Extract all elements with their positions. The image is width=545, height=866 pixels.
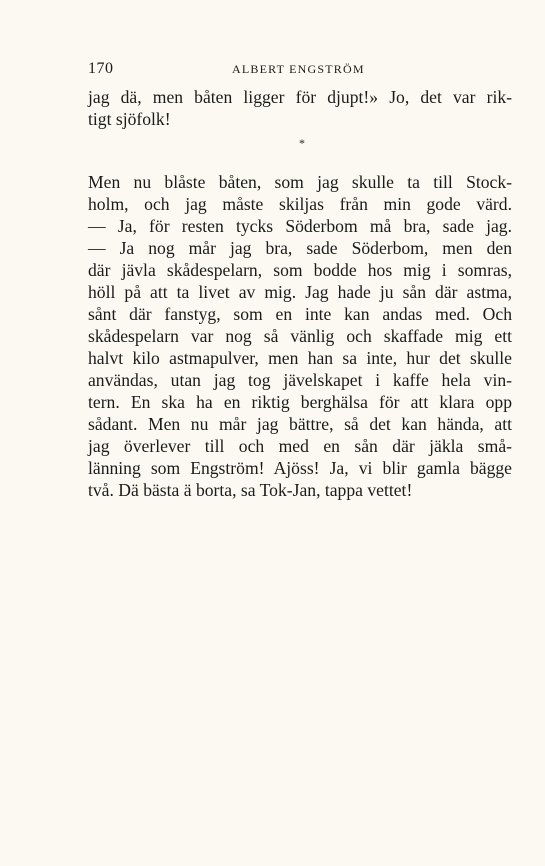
page-number: 170 — [88, 60, 114, 77]
text-line: Men nu blåste båten, som jag skulle ta till Stock- — [88, 172, 512, 192]
text-line: sådant. Men nu mår jag bättre, så det kan hända, att — [88, 414, 512, 434]
text-line: halvt kilo astmapulver, men han sa inte, hur det skulle — [88, 348, 512, 368]
text-line: användas, utan jag tog jävelskapet i kaffe hela vin- — [88, 370, 512, 390]
text-line: jag överlever till och med en sån där jäkla små- — [88, 436, 512, 456]
text-line: tern. En ska ha en riktig berghälsa för att klara opp — [88, 392, 512, 412]
text-line: där jävla skådespelarn, som bodde hos mig i somras, — [88, 260, 512, 280]
page-header — [88, 60, 512, 80]
text-line: skådespelarn var nog så vänlig och skaffade mig ett — [88, 326, 512, 346]
text-line: — Ja nog mår jag bra, sade Söderbom, men den — [88, 238, 512, 258]
section-separator: * — [299, 136, 305, 150]
text-line: två. Dä bästa ä borta, sa Tok-Jan, tappa vettet! — [88, 480, 413, 500]
body-text — [88, 86, 512, 501]
text-line: — Ja, för resten tycks Söderbom må bra, sade jag. — [88, 216, 512, 236]
text-line: holm, och jag måste skiljas från min gode värd. — [88, 194, 512, 214]
text-line: tigt sjöfolk! — [88, 109, 171, 129]
text-line: höll på att ta livet av mig. Jag hade ju sån där astma, — [88, 282, 512, 302]
text-line: länning som Engström! Ajöss! Ja, vi blir gamla bägge — [88, 458, 512, 478]
text-line: sånt där fanstyg, som en inte kan andas med. Och — [88, 304, 512, 324]
running-head: ALBERT ENGSTRÖM — [232, 62, 365, 76]
text-line: jag dä, men båten ligger för djupt!» Jo, det var rik- — [88, 87, 512, 107]
